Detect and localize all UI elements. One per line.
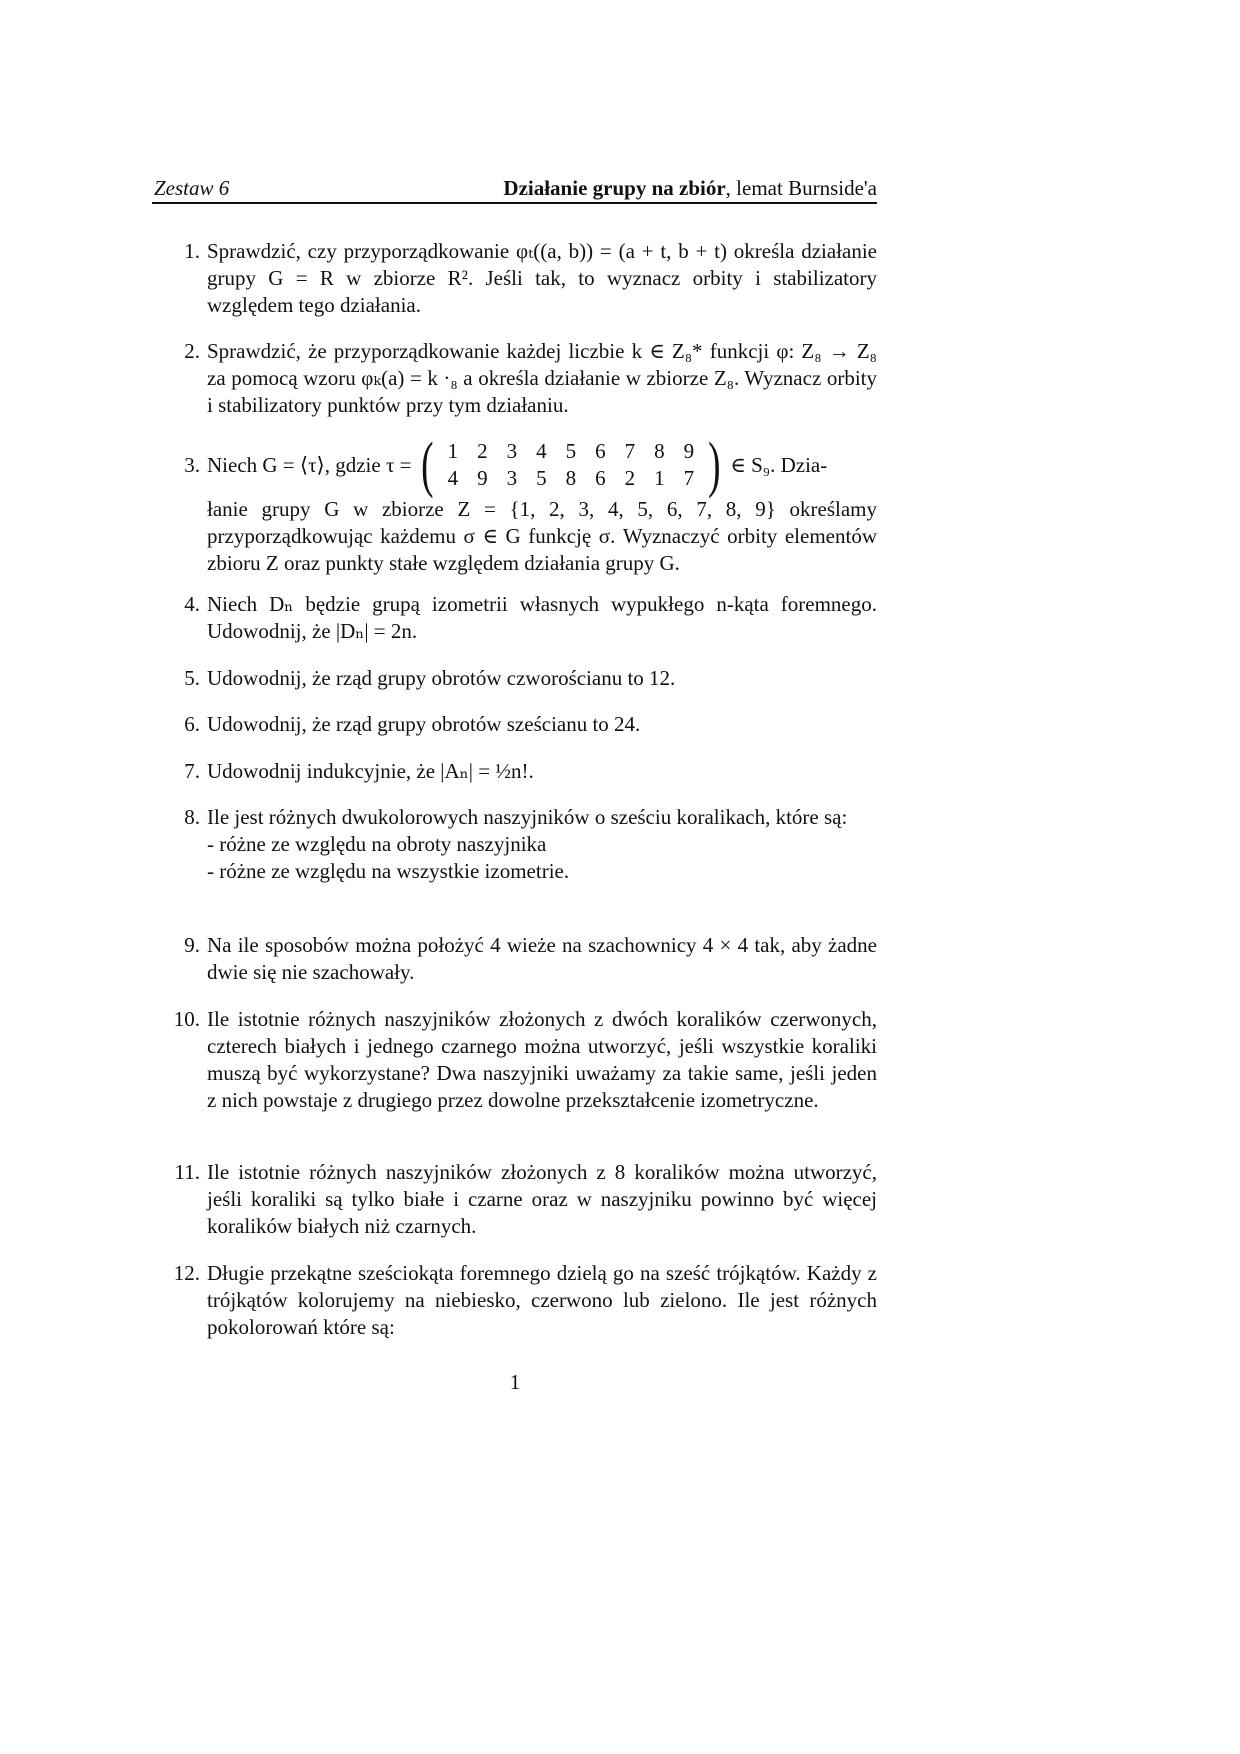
exercise-text: Długie przekątne sześciokąta foremnego dzielą go na sześć trójkątów. Każdy z trójkątów kolorujemy na niebiesko, czerwono lub zielono. Ile jest różnych pokolorowań które są: <box>207 1261 877 1339</box>
exercise-subitem: - różne ze względu na wszystkie izometrie. <box>207 859 570 883</box>
matrix-cell: 2 <box>624 466 636 490</box>
exercise-9 <box>160 932 877 986</box>
page-number: 1 <box>509 1370 521 1394</box>
matrix-cell: 9 <box>683 439 695 463</box>
exercise-7 <box>160 758 877 785</box>
exercise-number: 11. <box>174 1160 200 1184</box>
permutation-matrix <box>417 431 724 499</box>
matrix-cell: 1 <box>654 466 665 490</box>
matrix-cell: 1 <box>447 439 459 463</box>
matrix-cell: 6 <box>595 439 606 463</box>
exercise-number: 8. <box>184 805 200 829</box>
exercise-6 <box>160 711 877 738</box>
exercise-text-suffix: ∈ S₉. Dzia- <box>730 452 828 477</box>
exercise-5 <box>160 665 877 692</box>
exercise-number: 5. <box>184 666 200 690</box>
exercise-number: 10. <box>173 1007 200 1031</box>
exercise-number: 7. <box>184 759 200 783</box>
exercise-text: Ile istotnie różnych naszyjników złożonych z dwóch koralików czerwonych, czterech białych i jednego czarnego można utworzyć, jeśli wszystkie koraliki muszą być wykorzystane? Dwa naszyjniki uważamy za takie same, jeśli jeden z nich powstaje z drugiego przez dowolne przekształcenie izometryczne. <box>207 1007 877 1112</box>
exercise-11 <box>160 1159 877 1240</box>
exercise-text: Ile istotnie różnych naszyjników złożonych z 8 koralików można utworzyć, jeśli koraliki są tylko białe i czarne oraz w naszyjniku powinno być więcej koralików białych niż czarnych. <box>207 1160 877 1238</box>
matrix-cell: 3 <box>506 439 518 463</box>
exercise-12 <box>160 1260 877 1341</box>
matrix-cell: 7 <box>624 439 636 463</box>
matrix-cell: 4 <box>536 439 547 463</box>
exercise-4 <box>160 591 877 645</box>
matrix-cell: 5 <box>565 439 577 463</box>
header-set-label: Zestaw 6 <box>154 176 230 200</box>
header-title-rest: , lemat Burnside'a <box>725 176 877 200</box>
exercise-number: 9. <box>184 933 200 957</box>
exercise-text: Udowodnij indukcyjnie, że |Aₙ| = ½n!. <box>207 759 534 783</box>
exercise-10 <box>160 1006 877 1114</box>
exercise-number: 3. <box>184 453 200 477</box>
exercise-number: 6. <box>184 712 200 736</box>
exercise-text: Ile jest różnych dwukolorowych naszyjników o sześciu koralikach, które są: <box>207 805 848 829</box>
matrix-row <box>438 438 704 465</box>
exercise-text: Sprawdzić, że przyporządkowanie każdej liczbie k ∈ Z₈* funkcji φ: Z₈ → Z₈ za pomocą wzoru φₖ(a) = k ·₈ a określa działanie w zbiorze Z₈. Wyznacz orbity i stabilizatory punktów przy tym działaniu. <box>207 339 877 417</box>
exercise-subitem: - różne ze względu na obroty naszyjnika <box>207 832 547 856</box>
exercise-2 <box>160 338 877 419</box>
left-paren: ( <box>421 431 435 499</box>
matrix-cell: 7 <box>683 466 695 490</box>
exercise-text: Niech Dₙ będzie grupą izometrii własnych wypukłego n-kąta foremnego. Udowodnij, że |Dₙ| = 2n. <box>207 592 877 643</box>
right-paren: ) <box>707 431 721 499</box>
exercise-number: 2. <box>184 339 200 363</box>
matrix-cell: 8 <box>565 466 577 490</box>
exercise-number: 1. <box>184 239 200 263</box>
matrix-cell: 3 <box>506 466 518 490</box>
exercise-number: 12. <box>173 1261 200 1285</box>
matrix-cell: 2 <box>477 439 488 463</box>
exercise-number: 4. <box>184 592 200 616</box>
matrix-row <box>438 465 704 492</box>
exercise-1 <box>160 238 877 319</box>
matrix-cell: 8 <box>654 439 665 463</box>
page-header <box>152 174 877 204</box>
exercise-text: Udowodnij, że rząd grupy obrotów sześcianu to 24. <box>207 712 641 736</box>
exercise-text: Na ile sposobów można położyć 4 wieże na szachownicy 4 × 4 tak, aby żadne dwie się nie szachowały. <box>207 933 877 984</box>
matrix-cell: 9 <box>477 466 488 490</box>
exercise-8 <box>160 804 877 885</box>
exercise-text-prefix: Niech G = ⟨τ⟩, gdzie τ = <box>207 452 412 477</box>
exercise-text: Udowodnij, że rząd grupy obrotów czworościanu to 12. <box>207 666 676 690</box>
matrix-cell: 5 <box>536 466 547 490</box>
matrix-cell: 4 <box>447 466 459 490</box>
header-title <box>503 176 877 201</box>
exercise-text: łanie grupy G w zbiorze Z = {1, 2, 3, 4, 5, 6, 7, 8, 9} określamy przyporządkowując każdemu σ ∈ G funkcję σ. Wyznaczyć orbity elementów zbioru Z oraz punkty stałe względem działania grupy G. <box>207 497 877 575</box>
exercise-3 <box>160 431 877 577</box>
header-title-bold: Działanie grupy na zbiór <box>503 176 726 200</box>
matrix-cell: 6 <box>595 466 606 490</box>
exercise-text: Sprawdzić, czy przyporządkowanie φₜ((a, b)) = (a + t, b + t) określa działanie grupy G = R w zbiorze R². Jeśli tak, to wyznacz orbity i stabilizatory względem tego działania. <box>207 239 877 317</box>
